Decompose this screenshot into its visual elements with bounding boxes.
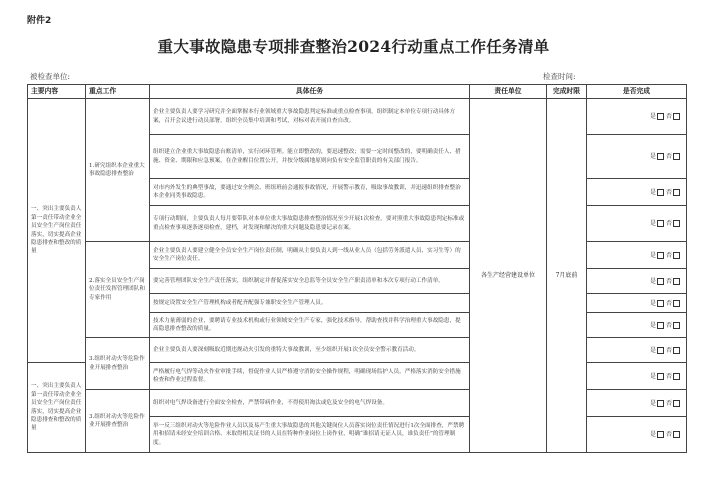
no-checkbox[interactable] bbox=[673, 220, 680, 227]
no-checkbox[interactable] bbox=[673, 431, 680, 438]
header-responsible-unit: 责任单位 bbox=[470, 85, 547, 99]
table-row bbox=[28, 242, 687, 269]
completion-cell bbox=[587, 269, 687, 294]
no-label: 否 bbox=[665, 299, 672, 307]
no-label: 否 bbox=[665, 321, 672, 329]
no-checkbox[interactable] bbox=[673, 400, 680, 407]
no-checkbox[interactable] bbox=[673, 153, 680, 160]
header-specific-task: 具体任务 bbox=[150, 85, 470, 99]
no-checkbox[interactable] bbox=[673, 189, 680, 196]
yes-checkbox[interactable] bbox=[657, 400, 664, 407]
no-checkbox[interactable] bbox=[673, 278, 680, 285]
yes-label: 是 bbox=[650, 220, 657, 227]
no-label: 否 bbox=[665, 220, 672, 227]
yes-checkbox[interactable] bbox=[657, 113, 664, 120]
yes-label: 是 bbox=[650, 346, 657, 354]
yes-label: 是 bbox=[650, 251, 657, 259]
yes-label: 是 bbox=[650, 321, 657, 329]
task-cell: 对市内外发生的典型事故，要通过安全例会、班组班前会通报事故情况，开展警示教育，吸取事故教训，并迅速组织排查整治本企业同类事故隐患。 bbox=[150, 179, 470, 206]
task-cell: 企业主要负责人要深刻吸取近期违规动火引发的重特大事故教训，至少组织开展1次全员安全警示教育活动。 bbox=[150, 338, 470, 363]
yes-checkbox[interactable] bbox=[657, 431, 664, 438]
yes-label: 是 bbox=[650, 372, 657, 380]
no-label: 否 bbox=[665, 431, 672, 438]
key-work-cell: 1.研究组织本企业重大事故隐患排查整治 bbox=[86, 99, 150, 242]
no-checkbox[interactable] bbox=[673, 373, 680, 380]
table-row bbox=[28, 390, 687, 417]
completion-cell bbox=[587, 179, 687, 206]
completion-cell bbox=[587, 390, 687, 417]
no-label: 否 bbox=[665, 113, 672, 120]
completion-cell bbox=[587, 135, 687, 179]
deadline-cell: 7月底前 bbox=[547, 99, 587, 453]
yes-label: 是 bbox=[650, 399, 657, 407]
page-title: 重大事故隐患专项排查整治2024行动重点工作任务清单 bbox=[157, 37, 550, 56]
no-checkbox[interactable] bbox=[673, 252, 680, 259]
yes-label: 是 bbox=[650, 153, 657, 160]
main-content-cell: 一、突出主要负责人第一责任带动企业全员安全生产岗位责任落实，切实提高企业隐患排查和整改的质量 bbox=[28, 363, 86, 453]
yes-label: 是 bbox=[650, 431, 657, 438]
no-label: 否 bbox=[665, 346, 672, 354]
task-cell: 举一反三组织对动火等危险作业人员以及易产生重大事故隐患的其他关键岗位人员落实岗位责任情况进行1次全面排查，严禁聘用和招请未经安全培训合格、未取得相关证书的人员在特种作业岗位上岗作业，明确“谁招请无证人员，谁负责任”的管理制度。 bbox=[150, 417, 470, 453]
no-label: 否 bbox=[665, 277, 672, 285]
task-cell: 要完善管理团队安全生产责任落实，组织制定并督促落实安全总监等全员安全生产职责清单和本次专项行动工作清单。 bbox=[150, 269, 470, 294]
no-label: 否 bbox=[665, 251, 672, 259]
completion-cell bbox=[587, 313, 687, 338]
task-cell: 企业主要负责人要建立健全全员安全生产岗位责任制，明确从主要负责人到一线从业人员（包括劳务派遣人员、实习生等）的安全生产岗位责任。 bbox=[150, 242, 470, 269]
completion-cell bbox=[587, 294, 687, 313]
table-row bbox=[28, 338, 687, 363]
task-cell: 技术力量薄弱的企业，要聘请专业技术机构或行业领域安全生产专家，强化技术指导，帮助查找并科学治理重大事故隐患，提高隐患排查整改的质量。 bbox=[150, 313, 470, 338]
yes-checkbox[interactable] bbox=[657, 220, 664, 227]
completion-cell bbox=[587, 242, 687, 269]
inspected-unit-label: 被检查单位: bbox=[30, 72, 71, 81]
responsible-unit-cell: 各生产经营建设单位 bbox=[470, 99, 547, 453]
yes-checkbox[interactable] bbox=[657, 189, 664, 196]
table-row bbox=[28, 99, 687, 135]
completion-cell bbox=[587, 363, 687, 390]
yes-checkbox[interactable] bbox=[657, 300, 664, 307]
yes-label: 是 bbox=[650, 113, 657, 120]
yes-checkbox[interactable] bbox=[657, 373, 664, 380]
yes-label: 是 bbox=[650, 188, 657, 196]
yes-label: 是 bbox=[650, 277, 657, 285]
no-label: 否 bbox=[665, 188, 672, 196]
task-cell: 企业主要负责人要学习研究并全面掌握本行业领域重大事故隐患判定标准或重点检查事项，组织制定本单位专项行动具体方案，召开会议进行动员部署，组织全员集中培训和考试，对标对表开展自查自改。 bbox=[150, 99, 470, 135]
no-label: 否 bbox=[665, 399, 672, 407]
check-time-label: 检查时间: bbox=[543, 72, 576, 81]
table-header-row bbox=[28, 85, 687, 99]
attachment-label: 附件2 bbox=[27, 16, 52, 26]
task-cell: 组织对电气焊设备进行全面安全检查，严禁带病作业，不得使用淘汰或危及安全的电气焊设备。 bbox=[150, 390, 470, 417]
header-deadline: 完成时限 bbox=[547, 85, 587, 99]
main-content-cell: 一、突出主要负责人第一责任带动企业全员安全生产岗位责任落实，切实提高企业隐患排查和整改的质量 bbox=[28, 99, 86, 363]
completion-cell bbox=[587, 417, 687, 453]
yes-checkbox[interactable] bbox=[657, 278, 664, 285]
key-work-cell: 2.落实全员安全生产岗位责任发挥管理团队和专家作用 bbox=[86, 242, 150, 338]
key-work-cell: 3.组织对动火等危险作业开展排查整治 bbox=[86, 390, 150, 453]
yes-label: 是 bbox=[650, 299, 657, 307]
header-key-work: 重点工作 bbox=[86, 85, 150, 99]
header-completed: 是否完成 bbox=[587, 85, 687, 99]
yes-checkbox[interactable] bbox=[657, 322, 664, 329]
completion-cell bbox=[587, 338, 687, 363]
no-checkbox[interactable] bbox=[673, 300, 680, 307]
completion-cell bbox=[587, 206, 687, 242]
task-cell: 按规定设置安全生产管理机构或者配齐配强专兼职安全生产管理人员。 bbox=[150, 294, 470, 313]
no-label: 否 bbox=[665, 153, 672, 160]
task-cell: 专项行动期间，主要负责人每月要带队对本单位重大事故隐患排查整治情况至少开展1次检查。要对照重大事故隐患判定标准或重点检查事项逐条逐项检查，建档，对发现和解决的重大问题及隐患要记录在案。 bbox=[150, 206, 470, 242]
no-label: 否 bbox=[665, 372, 672, 380]
yes-checkbox[interactable] bbox=[657, 252, 664, 259]
no-checkbox[interactable] bbox=[673, 322, 680, 329]
yes-checkbox[interactable] bbox=[657, 347, 664, 354]
task-table bbox=[27, 84, 687, 453]
task-cell: 严格履行电气焊等动火作业审批手续，督促作业人员严格遵守消防安全操作规程，明确现场监护人员，严格落实消防安全措施检查和作业过程监督。 bbox=[150, 363, 470, 390]
no-checkbox[interactable] bbox=[673, 347, 680, 354]
no-checkbox[interactable] bbox=[673, 113, 680, 120]
yes-checkbox[interactable] bbox=[657, 153, 664, 160]
task-cell: 组织建立企业重大事故隐患台账清单，实行闭环管理。能立即整改的，要迅速整改；需要一定时间整改的，要明确责任人、措施、资金、期限和应急预案，在企业醒目位置公开，并按分级属地原则向负有安全监管职责的有关部门报告。 bbox=[150, 135, 470, 179]
header-main-content: 主要内容 bbox=[28, 85, 86, 99]
completion-cell bbox=[587, 99, 687, 135]
key-work-cell: 3.组织对动火等危险作业开展排查整治 bbox=[86, 338, 150, 390]
